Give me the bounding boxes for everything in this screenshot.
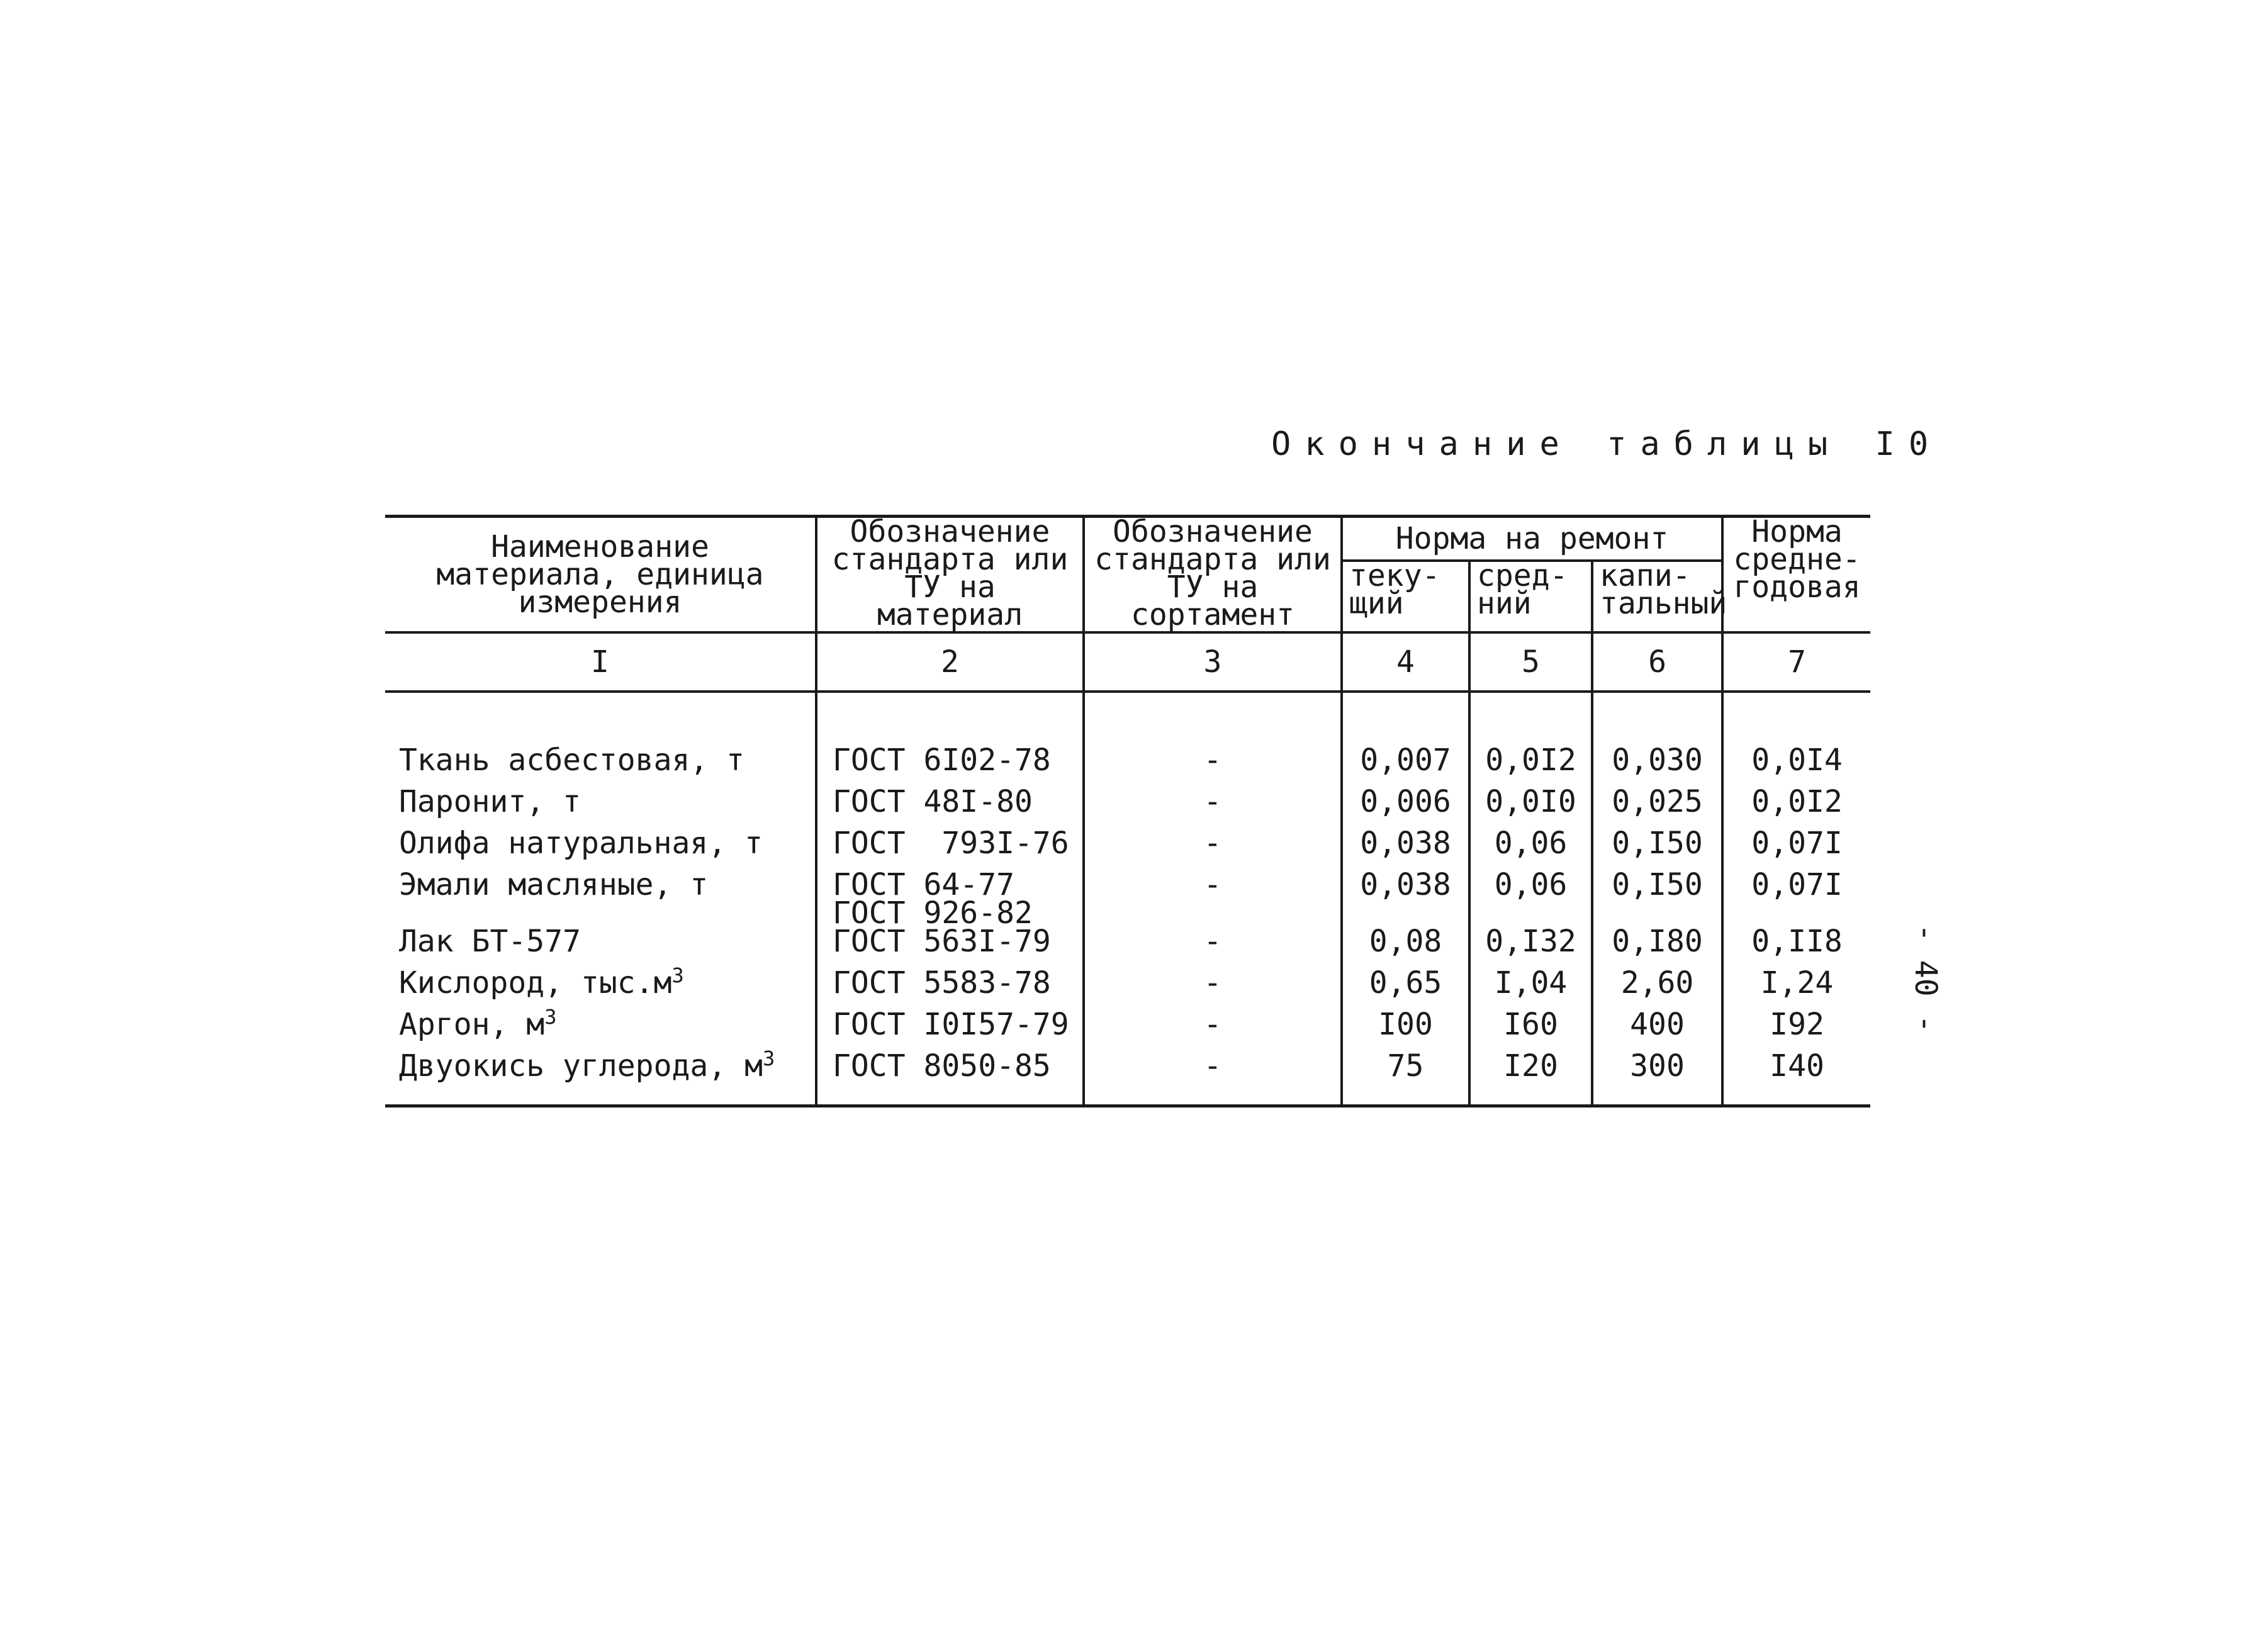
material-standard: ГОСТ 6I02-78 xyxy=(816,744,1084,786)
column-number: 4 xyxy=(1342,632,1469,692)
norm-current: 75 xyxy=(1342,1050,1469,1106)
norm-capital: 0,I50 xyxy=(1592,827,1722,869)
sortament-standard: - xyxy=(1084,967,1342,1009)
column-number: 2 xyxy=(816,632,1084,692)
material-name xyxy=(385,1005,816,1050)
norm-annual: I92 xyxy=(1722,1009,1870,1050)
material-name-text: Аргон, м xyxy=(399,1007,545,1042)
material-standard-line: ГОСТ 926-82 xyxy=(833,895,1033,931)
header-standard-material: Обозначение стандарта или ТУ на материал xyxy=(816,517,1084,633)
norm-capital: 0,I80 xyxy=(1592,926,1722,967)
header-material-name: Наименование материала, единица измерения xyxy=(385,517,816,633)
material-standard: ГОСТ I0I57-79 xyxy=(816,1009,1084,1050)
spacer-row xyxy=(385,692,1870,744)
header-medium-repair: сред- ний xyxy=(1469,561,1592,632)
table-row xyxy=(385,827,1870,869)
norm-current: 0,038 xyxy=(1342,869,1469,926)
unit-superscript: 3 xyxy=(671,963,684,987)
norm-current: 0,007 xyxy=(1342,744,1469,786)
norm-capital: 2,60 xyxy=(1592,967,1722,1009)
norm-current: 0,08 xyxy=(1342,926,1469,967)
material-name-text: Кислород, тыс.м xyxy=(399,965,672,1001)
table-row xyxy=(385,926,1870,967)
norm-medium: 0,I32 xyxy=(1469,926,1592,967)
norm-capital: 300 xyxy=(1592,1050,1722,1106)
column-number: 3 xyxy=(1084,632,1342,692)
norm-annual: 0,II8 xyxy=(1722,926,1870,967)
norm-annual: 0,07I xyxy=(1722,827,1870,869)
materials-norm-table xyxy=(385,515,1870,1107)
material-name: Эмали масляные, т xyxy=(399,867,709,902)
table-caption: Окончание таблицы I0 xyxy=(1271,425,1943,463)
material-standard-line: ГОСТ 64-77 xyxy=(833,867,1014,902)
norm-capital: 0,025 xyxy=(1592,786,1722,827)
column-number-row xyxy=(385,632,1870,692)
norm-medium: I,04 xyxy=(1469,967,1592,1009)
norm-medium: I20 xyxy=(1469,1050,1592,1106)
norm-medium: 0,06 xyxy=(1469,827,1592,869)
table-row xyxy=(385,869,1870,926)
sortament-standard: - xyxy=(1084,1009,1342,1050)
sortament-standard: - xyxy=(1084,786,1342,827)
material-name xyxy=(385,1046,816,1106)
norm-capital: 0,030 xyxy=(1592,744,1722,786)
material-standard: ГОСТ 48I-80 xyxy=(816,786,1084,827)
material-standard: ГОСТ 5583-78 xyxy=(816,967,1084,1009)
table-row xyxy=(385,1009,1870,1050)
header-current-repair: теку- щий xyxy=(1342,561,1469,632)
norm-current: I00 xyxy=(1342,1009,1469,1050)
norm-annual: 0,0I4 xyxy=(1722,744,1870,786)
page-number: - 40 - xyxy=(1908,924,1943,1033)
column-number: 5 xyxy=(1469,632,1592,692)
header-repair-norm: Норма на ремонт xyxy=(1342,517,1722,561)
material-standard: ГОСТ 793I-76 xyxy=(816,827,1084,869)
unit-superscript: 3 xyxy=(762,1046,775,1070)
norm-current: 0,65 xyxy=(1342,967,1469,1009)
material-name-text: Двуокись углерода, м xyxy=(399,1048,763,1084)
norm-annual: 0,07I xyxy=(1722,869,1870,926)
material-standard: ГОСТ 8050-85 xyxy=(816,1050,1084,1106)
material-standard: ГОСТ 563I-79 xyxy=(816,926,1084,967)
norm-annual: I,24 xyxy=(1722,967,1870,1009)
norm-medium: 0,0I2 xyxy=(1469,744,1592,786)
sortament-standard: - xyxy=(1084,744,1342,786)
unit-superscript: 3 xyxy=(544,1005,557,1029)
norm-current: 0,006 xyxy=(1342,786,1469,827)
column-number: 6 xyxy=(1592,632,1722,692)
column-number: I xyxy=(385,632,816,692)
table-row xyxy=(385,1050,1870,1106)
column-number: 7 xyxy=(1722,632,1870,692)
norm-medium: I60 xyxy=(1469,1009,1592,1050)
material-name xyxy=(385,963,816,1009)
norm-current: 0,038 xyxy=(1342,827,1469,869)
material-name: Паронит, т xyxy=(399,784,581,819)
material-name: Лак БТ-577 xyxy=(399,924,581,959)
sortament-standard: - xyxy=(1084,926,1342,967)
table-row xyxy=(385,744,1870,786)
header-capital-repair: капи- тальный xyxy=(1592,561,1722,632)
sortament-standard: - xyxy=(1084,869,1342,926)
header-standard-sortament: Обозначение стандарта или ТУ на сортамент xyxy=(1084,517,1342,633)
norm-capital: 0,I50 xyxy=(1592,869,1722,926)
material-name: Ткань асбестовая, т xyxy=(399,743,745,778)
material-standard xyxy=(816,867,1084,931)
sortament-standard: - xyxy=(1084,827,1342,869)
header-annual-norm: Норма средне- годовая xyxy=(1722,517,1870,633)
table-row xyxy=(385,967,1870,1009)
table-row xyxy=(385,786,1870,827)
norm-capital: 400 xyxy=(1592,1009,1722,1050)
material-name: Олифа натуральная, т xyxy=(399,826,763,861)
sortament-standard: - xyxy=(1084,1050,1342,1106)
norm-medium: 0,06 xyxy=(1469,869,1592,926)
norm-annual: I40 xyxy=(1722,1050,1870,1106)
norm-medium: 0,0I0 xyxy=(1469,786,1592,827)
norm-annual: 0,0I2 xyxy=(1722,786,1870,827)
